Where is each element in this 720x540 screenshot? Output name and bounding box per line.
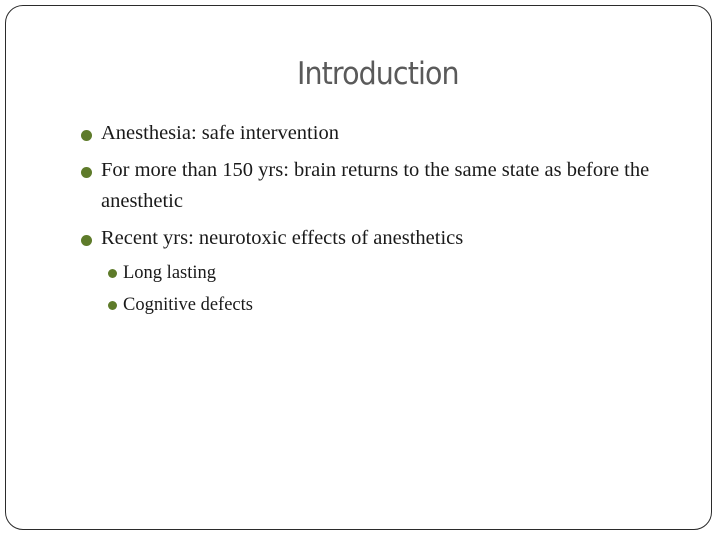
bullet-item xyxy=(6,155,713,217)
round-bullet-icon xyxy=(81,235,92,246)
sub-bullet-item xyxy=(6,292,713,318)
bullet-item xyxy=(6,118,713,149)
slide-frame xyxy=(5,5,712,530)
round-bullet-icon xyxy=(108,301,117,310)
bullet-text: For more than 150 yrs: brain returns to the same state as before the anesthetic xyxy=(101,159,650,212)
round-bullet-icon xyxy=(108,269,117,278)
sub-bullet-text: Long lasting xyxy=(123,263,217,283)
bullet-list xyxy=(6,118,713,324)
bullet-text: Anesthesia: safe intervention xyxy=(101,122,339,144)
sub-bullet-item xyxy=(6,260,713,286)
bullet-item xyxy=(6,223,713,254)
slide-title: Introduction xyxy=(296,56,459,92)
round-bullet-icon xyxy=(81,167,92,178)
round-bullet-icon xyxy=(81,130,92,141)
sub-bullet-text: Cognitive defects xyxy=(123,295,253,315)
bullet-text: Recent yrs: neurotoxic effects of anesthetics xyxy=(101,227,464,249)
